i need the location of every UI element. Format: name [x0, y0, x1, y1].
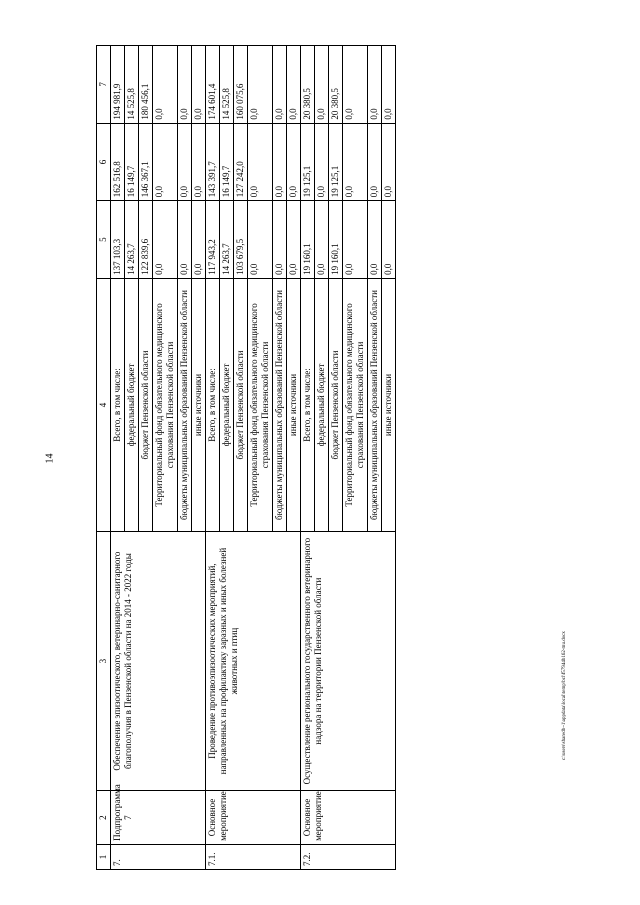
funding-source: Всего, в том числе: — [301, 278, 315, 531]
col-header-6: 6 — [97, 123, 111, 201]
amount-cell-v7: 0,0 — [315, 46, 329, 124]
table-row — [301, 46, 315, 870]
amount-cell-v6: 0,0 — [178, 123, 192, 201]
amount-cell-v5: 117 943,2 — [206, 201, 220, 279]
amount-cell-v6: 162 516,8 — [111, 123, 125, 201]
amount-cell-v6: 0,0 — [343, 123, 368, 201]
amount-cell-v7: 0,0 — [178, 46, 192, 124]
amount-cell-v5: 0,0 — [248, 201, 273, 279]
amount-cell-v5: 0,0 — [153, 201, 178, 279]
funding-source: бюджеты муниципальных образований Пензенской области — [273, 278, 287, 531]
amount-cell-v5: 19 160,1 — [329, 201, 343, 279]
funding-source: федеральный бюджет — [125, 278, 139, 531]
funding-source: иные источники — [382, 278, 396, 531]
funding-source: иные источники — [192, 278, 206, 531]
amount-cell-v5: 0,0 — [382, 201, 396, 279]
funding-source: Территориальный фонд обязательного медицинского страхования Пензенской области — [248, 278, 273, 531]
amount-cell-v7: 0,0 — [343, 46, 368, 124]
amount-cell-v7: 0,0 — [192, 46, 206, 124]
funding-source: федеральный бюджет — [220, 278, 234, 531]
item-description: Проведение противоэпизоотических мероприятий, направленных на профилактику заразных и иных болезней животных и птиц — [206, 532, 301, 791]
col-header-3: 3 — [97, 532, 111, 791]
amount-cell-v5: 19 160,1 — [301, 201, 315, 279]
amount-cell-v6: 19 125,1 — [329, 123, 343, 201]
amount-cell-v6: 0,0 — [382, 123, 396, 201]
funding-table — [96, 45, 396, 870]
amount-cell-v7: 0,0 — [153, 46, 178, 124]
table-row — [206, 46, 220, 870]
amount-cell-v6: 0,0 — [368, 123, 382, 201]
funding-source: бюджет Пензенской области — [329, 278, 343, 531]
amount-cell-v6: 0,0 — [248, 123, 273, 201]
item-name: Основное мероприятие — [301, 791, 396, 845]
col-header-2: 2 — [97, 791, 111, 845]
amount-cell-v7: 194 981,9 — [111, 46, 125, 124]
amount-cell-v6: 16 149,7 — [125, 123, 139, 201]
funding-source: Территориальный фонд обязательного медицинского страхования Пензенской области — [153, 278, 178, 531]
amount-cell-v6: 0,0 — [192, 123, 206, 201]
amount-cell-v5: 0,0 — [192, 201, 206, 279]
footer-file-path: c:\users\sharedb~1\appdata\local\temp\bcl\f57944b162-mu.docx — [562, 631, 567, 760]
funding-source: Территориальный фонд обязательного медицинского страхования Пензенской области — [343, 278, 368, 531]
col-header-1: 1 — [97, 844, 111, 869]
funding-source: федеральный бюджет — [315, 278, 329, 531]
amount-cell-v7: 180 456,1 — [139, 46, 153, 124]
item-description: Обеспечение эпизоотического, ветеринарно-санитарного благополучия в Пензенской области на 2014 - 2022 годы — [111, 532, 206, 791]
col-header-7: 7 — [97, 46, 111, 124]
amount-cell-v6: 16 149,7 — [220, 123, 234, 201]
amount-cell-v5: 14 263,7 — [220, 201, 234, 279]
amount-cell-v7: 0,0 — [273, 46, 287, 124]
amount-cell-v7: 14 525,8 — [220, 46, 234, 124]
amount-cell-v7: 0,0 — [287, 46, 301, 124]
amount-cell-v7: 20 380,5 — [301, 46, 315, 124]
amount-cell-v5: 14 263,7 — [125, 201, 139, 279]
column-number-row — [97, 46, 111, 870]
amount-cell-v6: 0,0 — [153, 123, 178, 201]
amount-cell-v7: 0,0 — [382, 46, 396, 124]
amount-cell-v5: 0,0 — [287, 201, 301, 279]
amount-cell-v5: 122 839,6 — [139, 201, 153, 279]
funding-source: бюджеты муниципальных образований Пензенской области — [368, 278, 382, 531]
col-header-5: 5 — [97, 201, 111, 279]
amount-cell-v7: 20 380,5 — [329, 46, 343, 124]
funding-source: бюджет Пензенской области — [234, 278, 248, 531]
amount-cell-v6: 0,0 — [273, 123, 287, 201]
amount-cell-v7: 0,0 — [368, 46, 382, 124]
table-row — [111, 46, 125, 870]
page-number: 14 — [44, 453, 56, 464]
amount-cell-v6: 0,0 — [287, 123, 301, 201]
item-number: 7.1. — [206, 844, 301, 869]
amount-cell-v5: 0,0 — [343, 201, 368, 279]
amount-cell-v5: 0,0 — [368, 201, 382, 279]
item-description: Осуществление регионального государственного ветеринарного надзора на территории Пензенской области — [301, 532, 396, 791]
amount-cell-v6: 0,0 — [315, 123, 329, 201]
item-number: 7. — [111, 844, 206, 869]
amount-cell-v7: 14 525,8 — [125, 46, 139, 124]
amount-cell-v6: 127 242,0 — [234, 123, 248, 201]
item-name: Основное мероприятие — [206, 791, 301, 845]
item-name: Подпрограмма 7 — [111, 791, 206, 845]
item-number: 7.2. — [301, 844, 396, 869]
amount-cell-v7: 160 075,6 — [234, 46, 248, 124]
amount-cell-v6: 146 367,1 — [139, 123, 153, 201]
funding-source: Всего, в том числе: — [206, 278, 220, 531]
funding-source: Всего, в том числе: — [111, 278, 125, 531]
col-header-4: 4 — [97, 278, 111, 531]
amount-cell-v6: 19 125,1 — [301, 123, 315, 201]
funding-source: иные источники — [287, 278, 301, 531]
amount-cell-v5: 0,0 — [273, 201, 287, 279]
amount-cell-v5: 103 679,5 — [234, 201, 248, 279]
funding-source: бюджеты муниципальных образований Пензенской области — [178, 278, 192, 531]
rotated-table-frame — [96, 45, 618, 870]
funding-source: бюджет Пензенской области — [139, 278, 153, 531]
amount-cell-v5: 0,0 — [178, 201, 192, 279]
amount-cell-v5: 0,0 — [315, 201, 329, 279]
amount-cell-v7: 174 601,4 — [206, 46, 220, 124]
amount-cell-v5: 137 103,3 — [111, 201, 125, 279]
amount-cell-v6: 143 391,7 — [206, 123, 220, 201]
amount-cell-v7: 0,0 — [248, 46, 273, 124]
